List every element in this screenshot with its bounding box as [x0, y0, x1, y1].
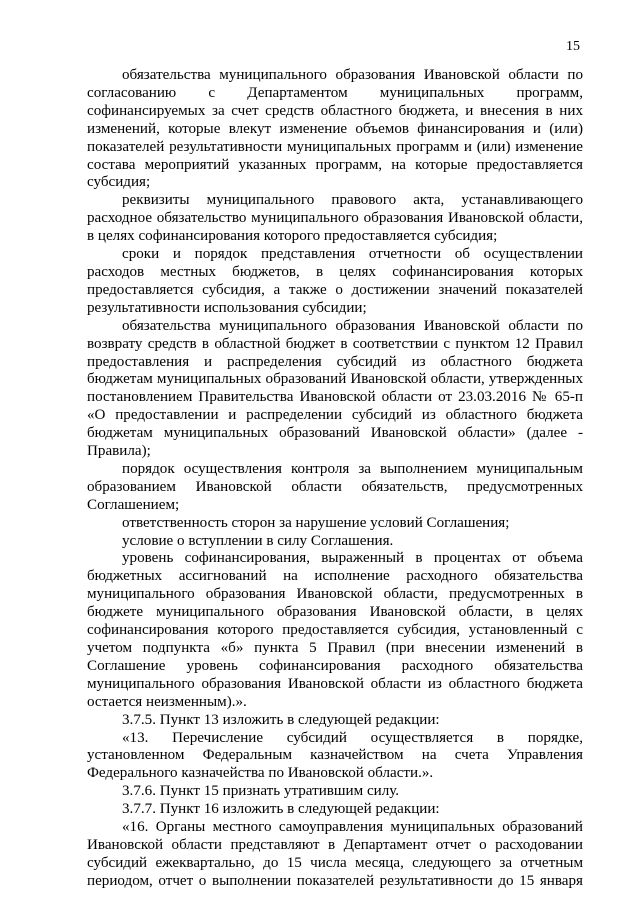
paragraph-obligations-programs: обязательства муниципального образования Ивановской области по согласованию с Департаментом муниципальных программ, софинансируемых за счет средств областного бюджета, и внесения в них изменений, которые влекут изменение объемов финансирования и (или) показателей результативности муниципальных программ и (или) изменение состава мероприятий указанных программ, на которые предоставляется субсидия;: [87, 67, 583, 191]
paragraph-item-3-7-5: 3.7.5. Пункт 13 изложить в следующей редакции:: [122, 711, 440, 728]
paragraph-refund-obligations: обязательства муниципального образования Ивановской области по возврату средств в областной бюджет в соответствии с пунктом 12 Правил предоставления и распределения субсидий из областного бюджета бюджетам муниципальных образований Ивановской области, утвержденных постановлением Правительства Ивановской области от 23.03.2016 № 65-п «О предоставлении и распределении субсидий из областного бюджета бюджетам муниципальных образований Ивановской области» (далее - Правила);: [87, 317, 583, 460]
paragraph-clause-13: «13. Перечисление субсидий осуществляется в порядке, установленном Федеральным казначейством на счета Управления Федерального казначейства по Ивановской области.».: [87, 729, 583, 782]
paragraph-responsibility: ответственность сторон за нарушение условий Соглашения;: [122, 514, 510, 531]
paragraph-reporting-terms: сроки и порядок представления отчетности об осуществлении расходов местных бюджетов, в целях софинансирования которых предоставляется субсидия, а также о достижении значений показателей результативности использования субсидии;: [87, 246, 583, 316]
paragraph-legal-act-details: реквизиты муниципального правового акта, устанавливающего расходное обязательство муниципального образования Ивановской области, в целях софинансирования которого предоставляется субсидия;: [87, 192, 583, 245]
body-text: [87, 67, 583, 891]
paragraph-item-3-7-6: 3.7.6. Пункт 15 признать утратившим силу.: [122, 783, 400, 800]
paragraph-clause-16: «16. Органы местного самоуправления муниципальных образований Ивановской области представляют в Департамент отчет о расходовании субсидий ежеквартально, до 15 числа месяца, следующего за отчетным периодом, отчет о выполнении показателей результативности до 15 января: [87, 819, 583, 889]
paragraph-control-procedure: порядок осуществления контроля за выполнением муниципальным образованием Ивановской области обязательств, предусмотренных Соглашением;: [87, 460, 583, 513]
paragraph-cofinancing-level: уровень софинансирования, выраженный в процентах от объема бюджетных ассигнований на исполнение расходного обязательства муниципального образования Ивановской области, предусмотренных в бюджете муниципального образования Ивановской области, в целях софинансирования которого предоставляется субсидия, установленный с учетом подпункта «б» пункта 5 Правил (при внесении изменений в Соглашение уровень софинансирования расходного обязательства муниципального образования Ивановской области из областного бюджета остается неизменным).».: [87, 550, 583, 710]
paragraph-entry-into-force: условие о вступлении в силу Соглашения.: [122, 532, 394, 549]
paragraph-item-3-7-7: 3.7.7. Пункт 16 изложить в следующей редакции:: [122, 801, 440, 818]
page-number: 15: [566, 39, 580, 54]
